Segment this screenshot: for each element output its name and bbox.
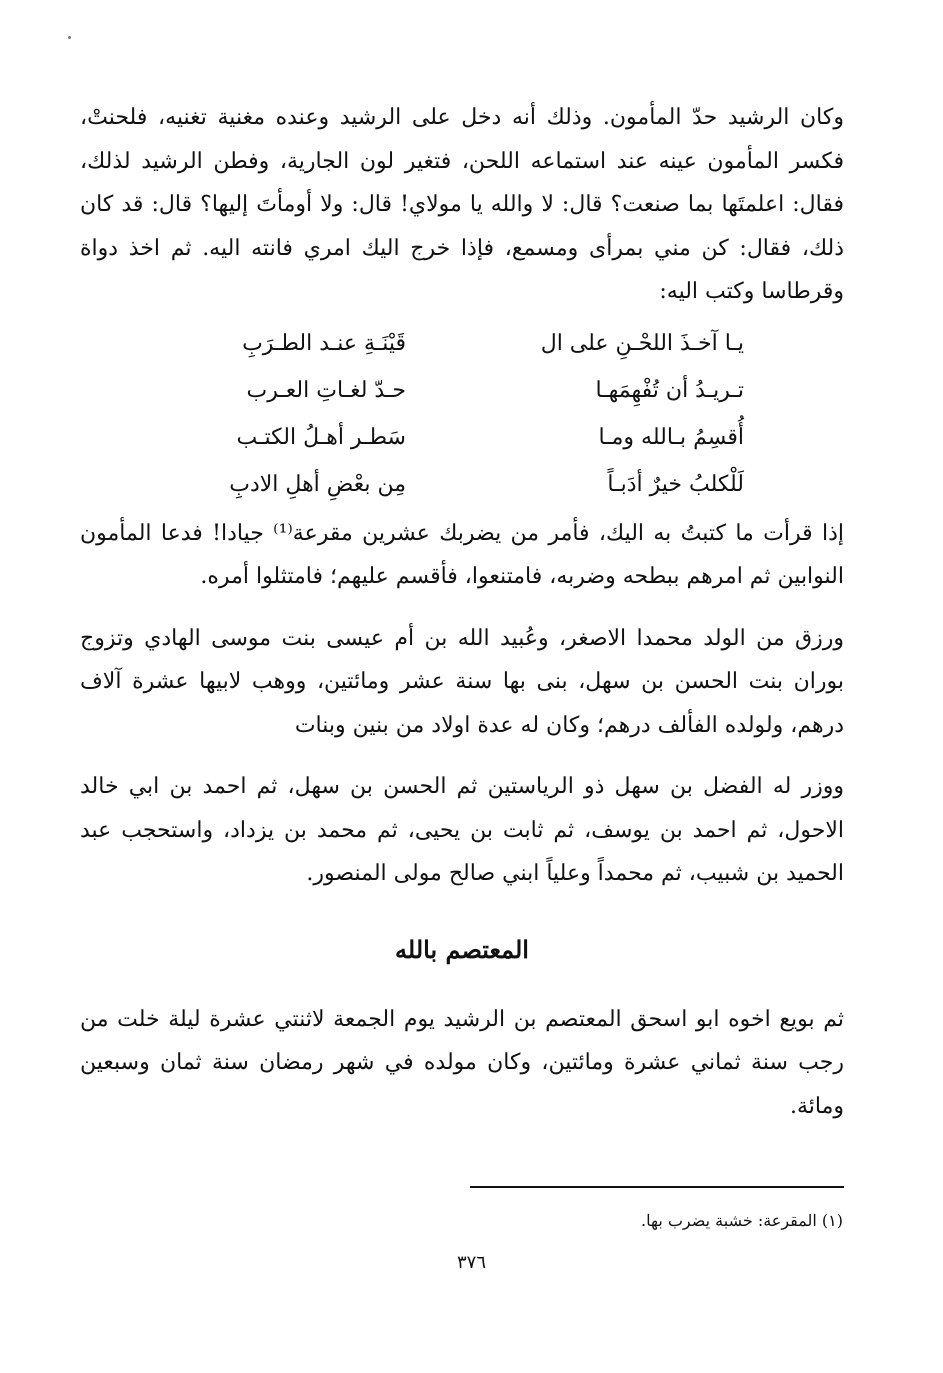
poem-hemistich-second: مِن بعْضِ أهلِ الادبِ — [229, 471, 406, 497]
poem-verse — [80, 320, 844, 367]
page-body — [80, 96, 844, 1128]
poem-verse — [80, 461, 844, 508]
footnote: (١) المقرعة: خشبة يضرب بها. — [640, 1211, 843, 1230]
scan-speck — [68, 36, 71, 39]
paragraph-4: ووزر له الفضل بن سهل ذو الرياستين ثم الحسن بن سهل، ثم احمد بن ابي خالد الاحول، ثم احمد بن يوسف، ثم ثابت بن يحيى، ثم محمد بن يزداد، واستحجب عبد الحميد بن شبيب، ثم محمداً وعلياً ابني صالح مولى المنصور. — [80, 774, 844, 886]
poem-verse — [80, 367, 844, 414]
paragraph-2: إذا قرأت ما كتبتُ به اليك، فأمر من يضربك عشرين مقرعة⁽¹⁾ جيادا! فدعا المأمون النوابين ثم امرهم ببطحه وضربه، فامتنعوا، فأقسم عليهم؛ فامتثلوا أمره. — [80, 520, 844, 589]
poem — [80, 320, 844, 508]
poem-verse — [80, 414, 844, 461]
poem-hemistich-first: يـا آخـذَ اللحْـنِ على ال — [540, 330, 744, 356]
poem-hemistich-first: تـريـدُ أن تُفْهِمَهـا — [595, 377, 744, 403]
paragraph-3: ورزق من الولد محمدا الاصغر، وعُبيد الله بن أم عيسى بنت موسى الهادي وتزوج بوران بنت الحسن بن سهل، بنى بها سنة عشر ومائتين، ووهب لابيها عشرة آلاف درهم، ولولده الفألف درهم؛ وكان له عدة اولاد من بنين وبنات — [80, 625, 844, 738]
poem-hemistich-first: أُقسِمُ بـالله ومـا — [598, 424, 744, 450]
paragraph-1: وكان الرشيد حدّ المأمون. وذلك أنه دخل على الرشيد وعنده مغنية تغنيه، فلحنتْ، فكسر المأمون عينه عند استماعه اللحن، فتغير لون الجارية، وفطن الرشيد لذلك، فقال: اعلمتَها بما صنعت؟ قال: لا والله يا مولاي! قال: ولا أومأتَ إليها؟ قال: قد كان ذلك، فقال: كن مني بمرأى ومسمع، فإذا خرج اليك امري فانته اليه. ثم اخذ دواة وقرطاسا وكتب اليه: — [80, 105, 844, 304]
poem-hemistich-second: سَطـر أهـلُ الكتـب — [236, 424, 406, 450]
section-title: المعتصم بالله — [395, 934, 529, 964]
poem-hemistich-second: حـدّ لغـاتِ العـرب — [246, 377, 406, 403]
poem-hemistich-second: قَيْنَـةِ عنـد الطـرَبِ — [242, 330, 406, 356]
paragraph-5: ثم بويع اخوه ابو اسحق المعتصم بن الرشيد يوم الجمعة لاثنتي عشرة ليلة خلت من رجب سنة ثماني عشرة ومائتين، وكان مولده في شهر رمضان سنة ثمان وسبعين ومائة. — [80, 1006, 844, 1119]
page-number: ٣٧٦ — [456, 1252, 486, 1273]
footnote-divider — [470, 1186, 844, 1188]
poem-hemistich-first: لَلْكلبُ خيرٌ أدَبـاً — [607, 471, 744, 497]
